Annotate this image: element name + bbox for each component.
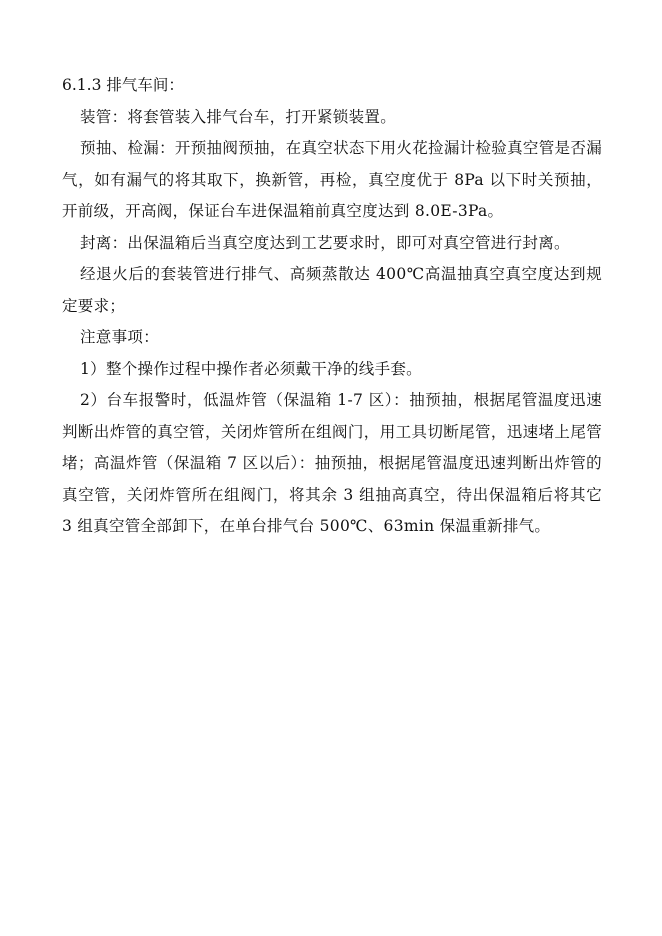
- paragraph-precaution-2: 2）台车报警时，低温炸管（保温箱 1-7 区）：抽预抽，根据尾管温度迅速判断出炸管的真空管，关闭炸管所在组阀门，用工具切断尾管，迅速堵上尾管堵；高温炸管（保温箱 7 区以后）：抽预抽，根据尾管温度迅速判断出炸管的真空管，关闭炸管所在组阀门，将其余 3 组抽高真空，待出保温箱后将其它 3 组真空管全部卸下，在单台排气台 500℃、63min 保温重新排气。: [62, 391, 602, 535]
- paragraph-sealing: 封离：出保温箱后当真空度达到工艺要求时，即可对真空管进行封离。: [80, 233, 570, 252]
- paragraph-precaution-1: 1）整个操作过程中操作者必须戴干净的线手套。: [80, 359, 422, 378]
- paragraph-tube-loading: 装管：将套管装入排气台车，打开紧锁装置。: [80, 107, 397, 126]
- paragraph-precautions-heading: 注意事项：: [80, 328, 160, 346]
- paragraph-annealed-exhaust: 经退火后的套装管进行排气、高频蒸散达 400℃高温抽真空真空度达到规定要求；: [62, 265, 602, 315]
- section-heading: 6.1.3 排气车间：: [62, 76, 184, 94]
- paragraph-pre-pump-leak-check: 预抽、检漏：开预抽阀预抽，在真空状态下用火花捡漏计检验真空管是否漏气，如有漏气的将其取下，换新管，再检，真空度优于 8Pa 以下时关预抽，开前级，开高阀，保证台车进保温箱前真空度达到 8.0E-3Pa。: [62, 139, 602, 220]
- document-body: [62, 70, 602, 543]
